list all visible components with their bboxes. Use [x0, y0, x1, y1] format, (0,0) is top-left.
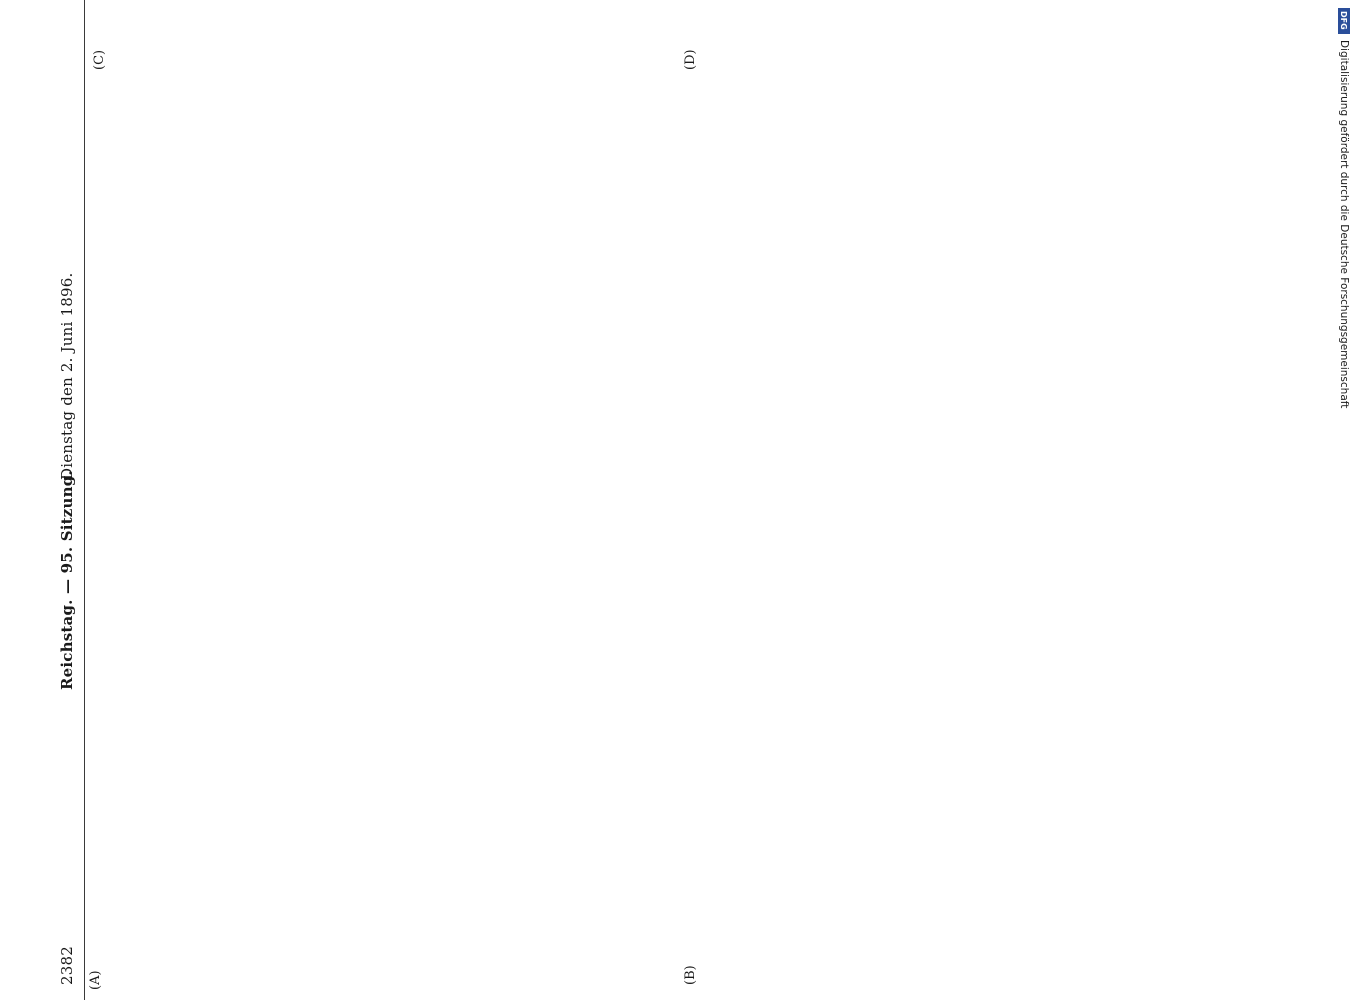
column-marker-d: (D) — [683, 49, 698, 70]
running-title: Reichstag. — 95. Sitzung. — [58, 470, 76, 690]
funding-note: Digitalisierung gefördert durch die Deutsche Forschungsgemeinschaft — [1338, 40, 1350, 409]
dfg-logo-text: DFG — [1339, 11, 1348, 30]
column-marker-b: (B) — [683, 965, 698, 985]
session-date: Dienstag den 2. Juni 1896. — [58, 272, 76, 480]
text-column-right — [96, 62, 1291, 490]
column-marker-c: (C) — [92, 49, 107, 70]
dfg-logo — [1338, 8, 1350, 34]
text-column-left — [96, 509, 1291, 995]
header-rule — [84, 0, 85, 1000]
column-marker-a: (A) — [88, 970, 103, 990]
page-number: 2382 — [58, 946, 76, 985]
